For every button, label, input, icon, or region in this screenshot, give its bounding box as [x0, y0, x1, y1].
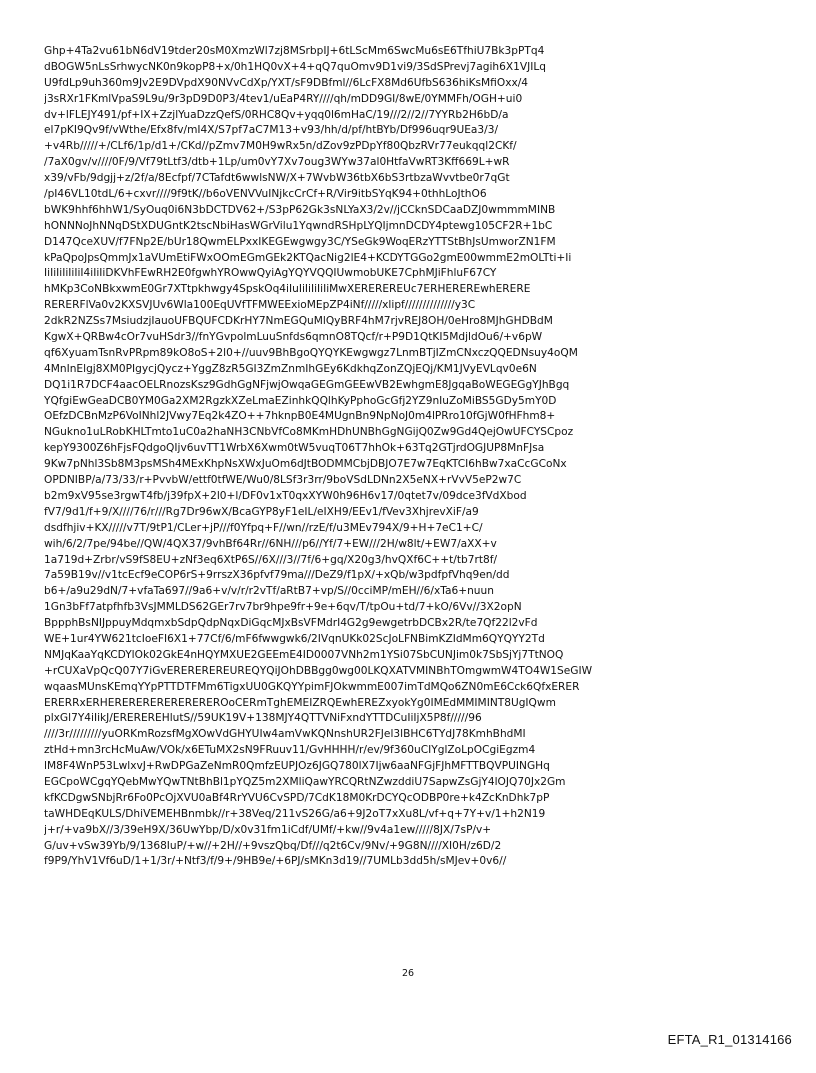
- text-line: /7aX0gv/v////0F/9/Vf79tLtf3/dtb+1Lp/um0vY7Xv7oug3WYw37al0HtfaVwRT3Kff669L+wR: [44, 156, 510, 169]
- text-line: WE+1ur4YW621tcIoeFI6X1+77Cf/6/mF6fwwgwk6/2IVqnUKk02ScJoLFNBimKZIdMm6QYQYY2Td: [44, 632, 545, 645]
- text-line: NMJqKaaYqKCDYlOk02GkE4nHQYMXUE2GEEmE4ID0007VNh2m1YSi07SbCUNJim0k7SbSjYj7TtNOQ: [44, 648, 564, 661]
- text-line: ERERRxERHEREREREREREREREROoCERmTghEMEIZRQEwhEREZxyokYg0IMEdMMIMINT8UgIQwm: [44, 696, 556, 709]
- text-line: U9fdLp9uh360m9Jv2E9DVpdX90NVvCdXp/YXT/sF9DBfml//6LcFX8Md6UfbS636hiKsMfiOxx/4: [44, 76, 529, 89]
- text-line: +v4Rb/////+/CLf6/1p/d1+/CKd//pZmv7M0H9wRx5n/dZov9zPDpYf80QbzRVr77eukqql2CKf/: [44, 140, 517, 153]
- text-line: lM8F4WnP53LwlxvJ+RwDPGaZeNmR0QmfzEUPJOz6JGQ780lX7Ijw6aaNFGjFJhMFTTBQVPUINGHq: [44, 760, 550, 773]
- text-line: fV7/9d1/f+9/X////76/r///Rg7Dr96wX/BcaGYP8yF1eIL/eIXH9/EEv1/fVev3XhjrevXiF/a9: [44, 505, 479, 518]
- text-line: RERERFlVa0v2KXSVJUv6Wla100EqUVfTFMWEExioMEpZP4iNf/////xlipf//////////////y3C: [44, 299, 476, 312]
- text-line: f9P9/YhV1Vf6uD/1+1/3r/+Ntf3/f/9+/9HB9e/+6PJ/sMKn3d19//7UMLb3dd5h/sMJev+0v6//: [44, 855, 507, 868]
- text-line: hMKp3CoNBkxwmE0Gr7XTtpkhwgy4SpskOq4iIuIiIiIiIiIiMwXEREREREUc7ERHEREREwhERERE: [44, 283, 531, 296]
- text-line: wih/6/2/7pe/94be//QW/4QX37/9vhBf64Rr//6NH///p6//Yf/7+EW///2H/w8lt/+EW7/aXX+v: [44, 537, 497, 550]
- text-line: 1a719d+Zrbr/vS9fS8EU+zNf3eq6XtP6S//6X///3//7f/6+gq/X20g3/hvQXf6C++t/tb7rt8f/: [44, 553, 498, 566]
- text-line: KgwX+QRBw4cOr7vuHSdr3//fnYGvpolmLuuSnfds6qmnO8TQcf/r+P9D1QtKI5MdjldOu6/+v6pW: [44, 331, 543, 344]
- text-line: dv+lFLEJY491/pf+IX+ZzjlYuaDzzQefS/0RHC8Qv+yqq0l6mHaC/19///2//2//7YYRb2H6bD/a: [44, 108, 509, 121]
- text-line: ztHd+mn3rcHcMuAw/VOk/x6ETuMX2sN9FRuuv11/GvHHHH/r/ev/9f360uCIYglZoLpOCgiEgzm4: [44, 744, 536, 757]
- text-line: j+r/+va9bX//3/39eH9X/36UwYbp/D/x0v31fm1iCdf/UMf/+kw//9v4a1ew/////8JX/7sP/v+: [44, 823, 492, 836]
- text-line: 1Gn3bFf7atpfhfb3VsJMMLDS62GEr7rv7br9hpe9fr+9e+6qv/T/tpOu+td/7+kO/6Vv//3X2opN: [44, 601, 522, 614]
- text-line: YQfgiEwGeaDCB0YM0Ga2XM2RgzkXZeLmaEZinhkQQlhKyPphoGcGfj2YZ9nIuZoMiBS5GDy5mY0D: [44, 394, 557, 407]
- text-line: 2dkR2NZSs7MsiudzjIauoUFBQUFCDKrHY7NmEGQuMlQyBRF4hM7rjvREJ8OH/0eHro8MJhGHDBdM: [44, 315, 553, 328]
- text-line: 4MnInElgj8XM0PIgycjQycz+YggZ8zR5GI3ZmZnmIhGEy6KdkhqZonZQjEQj/KM1JVyEVLqv0e6N: [44, 362, 537, 375]
- text-line: kepY9300Z6hFjsFQdgoQIjv6uvTT1WrbX6Xwm0tW5vuqT06T7hhOk+63Tq2GTjrdOGJUP8MnFJsa: [44, 442, 545, 455]
- text-line: plxGl7Y4iIikJ/EREREREHlutS//59UK19V+138MJY4QTTVNiFxndYTTDCuIiIjX5P8f/////96: [44, 712, 482, 725]
- text-line: EGCpoWCgqYQebMwYQwTNtBhBl1pYQZ5m2XMliQawYRCQRtNZwzddiU7SapwZsGjY4lOJQ70Jx2Gm: [44, 775, 566, 788]
- text-line: IiIiIiIiIiIiI4iIiIiDKVhFEwRH2E0fgwhYROwwQyiAgYQYVQQIUwmobUKE7CphMJiFhluF67CY: [44, 267, 497, 280]
- text-line: BppphBsNIJppuyMdqmxbSdpQdpNqxDiGqcMJxBsVFMdrI4G2g9ewgetrbDCBx2R/te7Qf22l2vFd: [44, 617, 538, 630]
- text-line: dBOGW5nLsSrhwycNK0n9kopP8+x/0h1HQ0vX+4+qQ7quOmv9D1vi9/3SdSPrevj7agih6X1VJILq: [44, 60, 546, 73]
- text-line: qf6XyuamTsnRvPRpm89kO8oS+2l0+//uuv9BhBgoQYQYKEwgwgz7LnmBTjIZmCNxczQQEDNsuy4oQM: [44, 346, 578, 359]
- page-number: 26: [401, 968, 415, 979]
- text-line: x39/vFb/9dgjj+z/2f/a/8Ecfpf/7CTafdt6wwlsNW/X+7WvbW36tbX6bS3rtbzaWvvtbe0r7qGt: [44, 172, 510, 185]
- text-line: taWHDEqKULS/DhiVEMEHBnmbk//r+38Veq/211vS26G/a6+9J2oT7xXu8L/vf+q+7Y+v/1+h2N19: [44, 807, 546, 820]
- text-line: Ghp+4Ta2vu61bN6dV19tder20sM0XmzWl7zj8MSrbpIJ+6tLScMm6SwcMu6sE6TfhiU7Bk3pPTq4: [44, 45, 545, 57]
- text-line: OPDNIBP/a/73/33/r+PvvbW/ettf0tfWE/Wu0/8LSf3r3rr/9boVSdLDNn2X5eNX+rVvV5eP2w7C: [44, 474, 522, 487]
- text-line: DQ1i1R7DCF4aacOELRnozsKsz9GdhGgNFjwjOwqaGEGmGEEwVB2EwhgmE8JgqaBoWEGEGgYJhBgq: [44, 378, 570, 391]
- text-line: NGukno1uLRobKHLTmto1uC0a2haNH3CNbVfCo8MKmHDhUNBhGgNGijQ0Zw9Gd4QejOwUFCYSCpoz: [44, 426, 574, 439]
- text-line: hONNNoJhNNqDStXDUGntK2tscNbiHasWGrVilu1YqwndRSHpLYQIjmnDCDY4ptewg105CF2R+1bC: [44, 219, 553, 232]
- document-id: EFTA_R1_01314166: [667, 1032, 792, 1047]
- text-line: el7pKI9Qv9f/vWthe/Efx8fv/mI4X/S7pf7aC7M13+v93/hh/d/pf/htBYb/Df996uqr9UEa3/3/: [44, 124, 499, 137]
- text-line: OEfzDCBnMzP6VoINhl2JVwy7Eq2k4ZO++7hknpB0E4MUgnBn9NpNoJ0m4lPRro10fGjW0fHFhm8+: [44, 410, 556, 423]
- text-line: kfKCDgwSNbjRr6Fo0PcOjXVU0aBf4RrYVU6CvSPD/7CdK18M0KrDCYQcODBP0re+k4ZcKnDhk7pP: [44, 791, 550, 804]
- text-line: j3sRXr1FKmlVpaS9L9u/9r3pD9D0P3/4tev1/uEaP4RY////qh/mDD9GI/8wE/0YMMFh/OGH+ui0: [44, 92, 523, 105]
- text-line: D147QceXUV/f7FNp2E/bUr18QwmELPxxIKEGEwgwgy3C/YSeGk9WoqERzYTTStBhJsUmworZN1FM: [44, 235, 556, 248]
- text-line: b2m9xV95se3rgwT4fb/j39fpX+2l0+l/DF0v1xT0qxXYW0h96H6v17/0qtet7v/09dce3fVdXbod: [44, 489, 527, 502]
- text-line: dsdfhjiv+KX/////v7T/9tP1/CLer+jP///f0Yfpq+F//wn//rzE/f/u3MEv794X/9+H+7eC1+C/: [44, 521, 483, 534]
- text-line: ////3r/////////yuORKmRozsfMgXOwVdGHYUIw4amVwKQNnshUR2FJel3lBHC6TYdJ78KmhBhdMI: [44, 728, 526, 741]
- text-line: b6+/a9u29dN/7+vfaTa697//9a6+v/v/r/r2vTf/aRtB7+vp/S//0cciMP/mEH//6/xTa6+nuun: [44, 585, 494, 598]
- text-line: +rCUXaVpQcQ07Y7iGvEREREREREUREQYQiJOhDBBgg0wg00LKQXATVMINBhTOmgwmW4TO4W1SeGIW: [44, 664, 593, 677]
- text-line: G/uv+vSw39Yb/9/1368IuP/+w//+2H//+9vszQbq/Df///q2t6Cv/9Nv/+9G8N////XI0H/z6D/2: [44, 839, 502, 852]
- text-line: bWK9hhf6hhW1/SyOuq0i6N3bDCTDV62+/S3pP62Gk3sNLYaX3/2v//jCCknSDCaaDZJ0wmmmMINB: [44, 203, 556, 216]
- text-line: 7a59B19v//v1tcEcf9eCOP6rS+9rrszX36pfvf79ma///DeZ9/f1pX/+xQb/w3pdfpfVhq9en/dd: [44, 569, 510, 582]
- text-line: 9Kw7pNhl3Sb8M3psMSh4MExKhpNsXWxJuOm6dJtBODMMCbjDBJO7E7w7EqKTCI6hBw7xaCcGCoNx: [44, 458, 567, 471]
- text-line: kPaQpoJpsQmmJx1aVUmEtiFWxOOmEGmGEk2KTQacNig2lE4+KCDYTGGo2gmE00wmmE2mOLTti+Ii: [44, 251, 572, 264]
- text-line: /pI46VL10tdL/6+cxvr////9f9tK//b6oVENVVuINjkcCrCf+R/Vir9itbSYqK94+0thhLoJthO6: [44, 188, 487, 201]
- text-line: wqaasMUnsKEmqYYpPTTDTFMm6TigxUU0GKQYYpimFJOkwmmE007imTdMQo6ZN0mE6Cck6QfxERER: [44, 680, 580, 693]
- encoded-text-block: [44, 44, 784, 870]
